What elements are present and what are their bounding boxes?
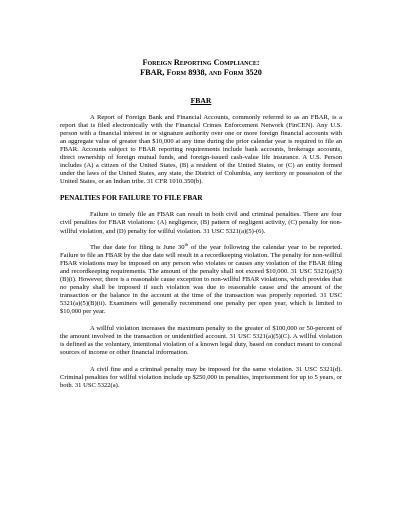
paragraph-due-date xyxy=(60,241,342,316)
paragraph-criminal-penalties: A civil fine and a criminal penalty may be imposed for the same violation. 31 USC 5321(d). Criminal penalties for willful violation include up $250,000 in penalties, imprisonment for up to 5 years, or both. 31 USC 5322(a). xyxy=(60,365,342,389)
title-line-1: Foreign Reporting Compliance: xyxy=(142,58,260,67)
heading-penalties: PENALTIES FOR FAILURE TO FILE FBAR xyxy=(60,193,203,202)
due-date-text-b: of the year following the calendar year to be reported. Failure to file an FBAR by the due date will result in a recordkeeping violation. The penalty for non-willful FBAR violations may be imposed on any person who violates or causes any violation of the FBAR filing and recordkeeping requirements. The amount of the penalty shall not exceed $10,000. 31 USC 5321(a)(5)(B)(i). However, there is a reasonable cause exception to non-willful FBAR violations, which provides that no penalty shall be imposed if such violation was due to reasonable cause xyxy=(60,244,342,292)
paragraph-willful-violation: A willful violation increases the maximum penalty to the greater of $100,000 or 50-percent of the amount involved in the transaction or unidentified account. 31 USC 5321(a)(5)(C). A willful violation is defined as the voluntary, intentional violation of a known legal duty, based on conduct meant to conceal sources of income or other financial information. xyxy=(60,324,342,357)
paragraph-civil-penalties: Failure to timely file an FBAR can result in both civil and criminal penalties. There are four civil penalties for FBAR violations: (A) negligence, (B) pattern of negligent activity, (C) penalty for non-willful violation, and (D) penalty for willful violation. 31 USC 5321(a)(5)-(6). xyxy=(60,211,342,235)
due-date-emphasis: and xyxy=(277,284,288,292)
title-line-2: FBAR, Form 8938, and Form 3520 xyxy=(140,68,262,77)
due-date-text-a: The due date for filing is June 30 xyxy=(90,244,185,252)
due-date-superscript: th xyxy=(184,241,189,247)
document-subtitle xyxy=(60,68,342,78)
paragraph-fbar-definition: A Report of Foreign Bank and Financial Accounts, commonly referred to as an FBAR, is a report that is filed electronically with the Financial Crimes Enforcement Network (FinCEN). Any U.S. person with a financial interest in or signature authority over one or more foreign financial accounts with an aggregate value of greater than $10,000 at any time during the prior calendar year is required to file an FBAR. Accounts subject to FBAR reporting requirements include bank accounts, brokerage accounts, direct ownership of foreign mutual funds, and foreign-issued cash-value life insurance. A U.S. Person includes (A) a citizen of the United States, (B) a resident of the United States, or (C) an entity formed under the laws of the United States, any state, the District of Columbia, any territory or possession of the United States, or an Indian tribe. 31 CFR 1010.350(b). xyxy=(60,113,342,185)
document-title xyxy=(60,58,342,68)
section-title-fbar: FBAR xyxy=(190,96,212,105)
due-date-text-c: the amount of the transaction or the balance in the account at the time of the transaction was properly reported. 31 USC 5321(a)(5)(B)(ii). Examiners will generally recommend one penalty per open year, which is limited to $10,000 per year. xyxy=(60,284,342,316)
